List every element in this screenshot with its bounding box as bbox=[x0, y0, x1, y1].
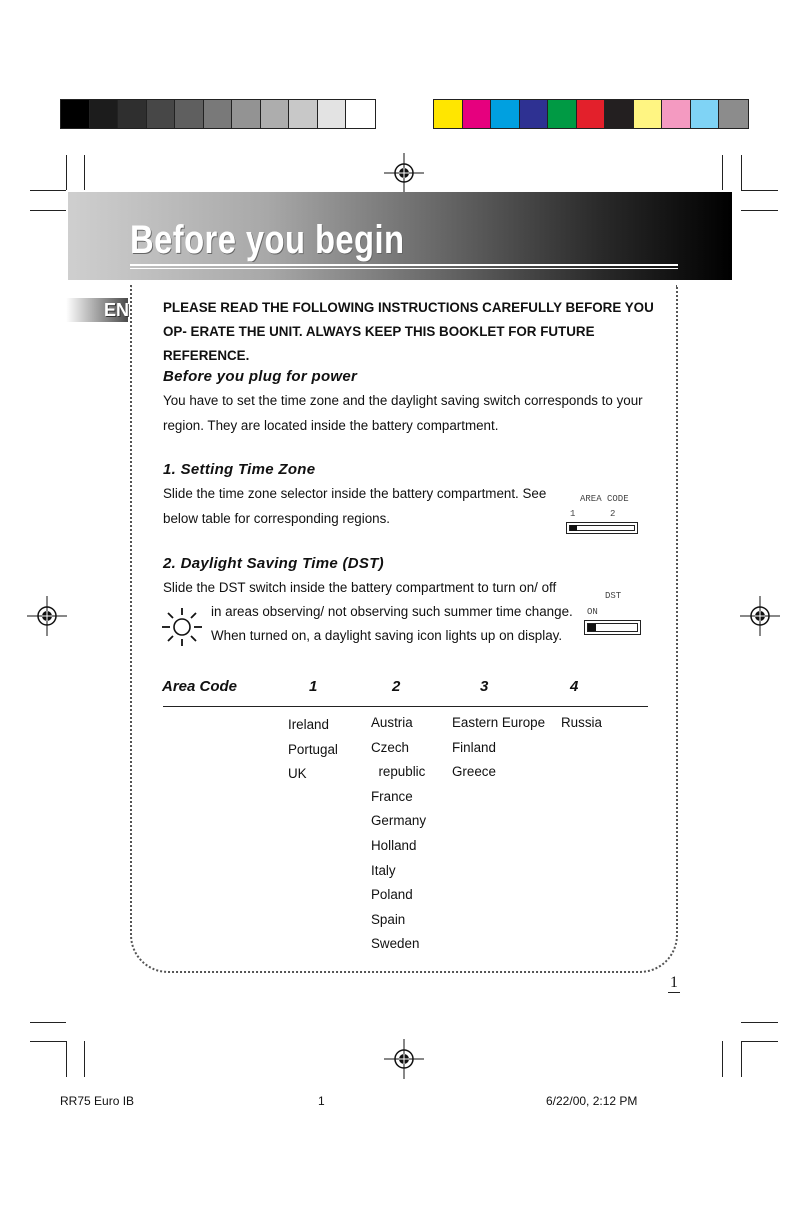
timezone-line-2: below table for corresponding regions. bbox=[163, 511, 391, 526]
section-body-power: You have to set the time zone and the daylight saving switch corresponds to your region. They are located inside the battery compartment. bbox=[163, 393, 643, 433]
dst-line-2: in areas observing/ not observing such summer time change. bbox=[211, 604, 573, 619]
crop-mark bbox=[84, 155, 85, 190]
intro-notice: PLEASE READ THE FOLLOWING INSTRUCTIONS CAREFULLY BEFORE YOU OP- ERATE THE UNIT. ALWAYS KEEP THIS BOOKLET FOR FUTURE REFERENCE. bbox=[163, 300, 654, 363]
region-column-1 bbox=[288, 713, 338, 787]
area-code-position-1: 1 bbox=[570, 509, 576, 519]
color-swatch bbox=[346, 100, 375, 128]
region-item: Ireland bbox=[288, 717, 329, 732]
crop-mark bbox=[30, 210, 66, 211]
dst-on-label: ON bbox=[587, 607, 598, 617]
table-header-code-3: 3 bbox=[480, 678, 489, 695]
color-swatch bbox=[577, 100, 606, 128]
region-column-4 bbox=[561, 711, 602, 736]
region-item: Czech bbox=[371, 739, 409, 755]
title-underline bbox=[130, 268, 678, 269]
region-item: Eastern Europe bbox=[452, 715, 546, 730]
color-swatch bbox=[147, 100, 176, 128]
footer-center: 1 bbox=[318, 1094, 325, 1108]
color-swatch bbox=[520, 100, 549, 128]
color-swatch bbox=[662, 100, 691, 128]
crop-mark bbox=[741, 1022, 778, 1023]
crop-mark bbox=[84, 1041, 85, 1077]
sun-icon bbox=[160, 606, 204, 646]
crop-mark bbox=[66, 1041, 67, 1077]
region-item: Italy bbox=[371, 862, 396, 878]
region-item: Holland bbox=[371, 837, 417, 853]
footer-left: RR75 Euro IB bbox=[60, 1094, 135, 1108]
color-swatch bbox=[232, 100, 261, 128]
title-underline bbox=[130, 264, 678, 266]
region-item: Russia bbox=[561, 715, 602, 730]
section-heading-timezone: 1. Setting Time Zone bbox=[163, 461, 316, 478]
region-item: Germany bbox=[371, 813, 427, 829]
region-item: Spain bbox=[371, 911, 406, 927]
crop-mark bbox=[30, 1022, 66, 1023]
region-column-2 bbox=[371, 711, 426, 957]
color-swatch bbox=[175, 100, 204, 128]
crop-mark bbox=[722, 1041, 723, 1077]
color-swatch bbox=[90, 100, 119, 128]
grayscale-color-bar bbox=[60, 99, 376, 129]
crop-mark bbox=[741, 155, 742, 190]
crop-mark bbox=[30, 190, 66, 191]
region-item: Sweden bbox=[371, 936, 420, 952]
color-swatch bbox=[434, 100, 463, 128]
color-swatch bbox=[61, 100, 90, 128]
color-swatch bbox=[261, 100, 290, 128]
table-header-code-1: 1 bbox=[309, 678, 318, 695]
crop-mark bbox=[66, 155, 67, 190]
dst-diagram-label: DST bbox=[605, 591, 622, 601]
registration-mark-icon bbox=[384, 153, 424, 193]
crop-mark bbox=[741, 1041, 742, 1077]
table-header-code-2: 2 bbox=[392, 678, 401, 695]
dst-line-3: When turned on, a daylight saving icon lights up on display. bbox=[211, 628, 563, 643]
color-swatch bbox=[691, 100, 720, 128]
dst-switch bbox=[584, 620, 641, 635]
section-heading-power: Before you plug for power bbox=[163, 368, 358, 385]
page-title: Before you begin bbox=[130, 218, 405, 262]
color-swatch bbox=[289, 100, 318, 128]
region-item: Austria bbox=[371, 715, 413, 730]
region-item: republic bbox=[371, 764, 426, 780]
language-tab-label: EN bbox=[104, 300, 130, 320]
region-item: France bbox=[371, 788, 413, 804]
crop-mark bbox=[30, 1041, 66, 1042]
page-number: 1 bbox=[670, 974, 678, 991]
region-item: Greece bbox=[452, 764, 496, 780]
area-code-position-2: 2 bbox=[610, 509, 616, 519]
timezone-line-1: Slide the time zone selector inside the battery compartment. See bbox=[163, 486, 547, 501]
color-swatch bbox=[605, 100, 634, 128]
crop-mark bbox=[741, 210, 778, 211]
region-item: Portugal bbox=[288, 741, 338, 757]
color-swatch bbox=[491, 100, 520, 128]
crop-mark bbox=[741, 190, 778, 191]
region-column-3 bbox=[452, 711, 545, 785]
crop-mark bbox=[741, 1041, 778, 1042]
dst-line-1: Slide the DST switch inside the battery compartment to turn on/ off bbox=[163, 580, 557, 595]
color-swatch bbox=[634, 100, 663, 128]
region-item: Finland bbox=[452, 739, 496, 755]
section-heading-dst: 2. Daylight Saving Time (DST) bbox=[163, 555, 384, 572]
crop-mark bbox=[722, 155, 723, 190]
region-item: Poland bbox=[371, 887, 413, 903]
color-swatch bbox=[118, 100, 147, 128]
table-header-code-4: 4 bbox=[570, 678, 579, 695]
footer-right: 6/22/00, 2:12 PM bbox=[546, 1094, 638, 1108]
region-item: UK bbox=[288, 766, 307, 782]
color-swatch bbox=[548, 100, 577, 128]
area-code-diagram-label: AREA CODE bbox=[580, 494, 629, 504]
registration-mark-icon bbox=[740, 596, 780, 636]
table-divider bbox=[163, 706, 648, 707]
registration-mark-icon bbox=[384, 1039, 424, 1079]
color-swatch bbox=[318, 100, 347, 128]
area-code-switch bbox=[566, 522, 638, 534]
registration-mark-icon bbox=[27, 596, 67, 636]
table-header-area-code: Area Code bbox=[162, 678, 238, 695]
color-swatch bbox=[204, 100, 233, 128]
color-swatch bbox=[463, 100, 492, 128]
color-swatch bbox=[719, 100, 748, 128]
process-color-bar bbox=[433, 99, 749, 129]
